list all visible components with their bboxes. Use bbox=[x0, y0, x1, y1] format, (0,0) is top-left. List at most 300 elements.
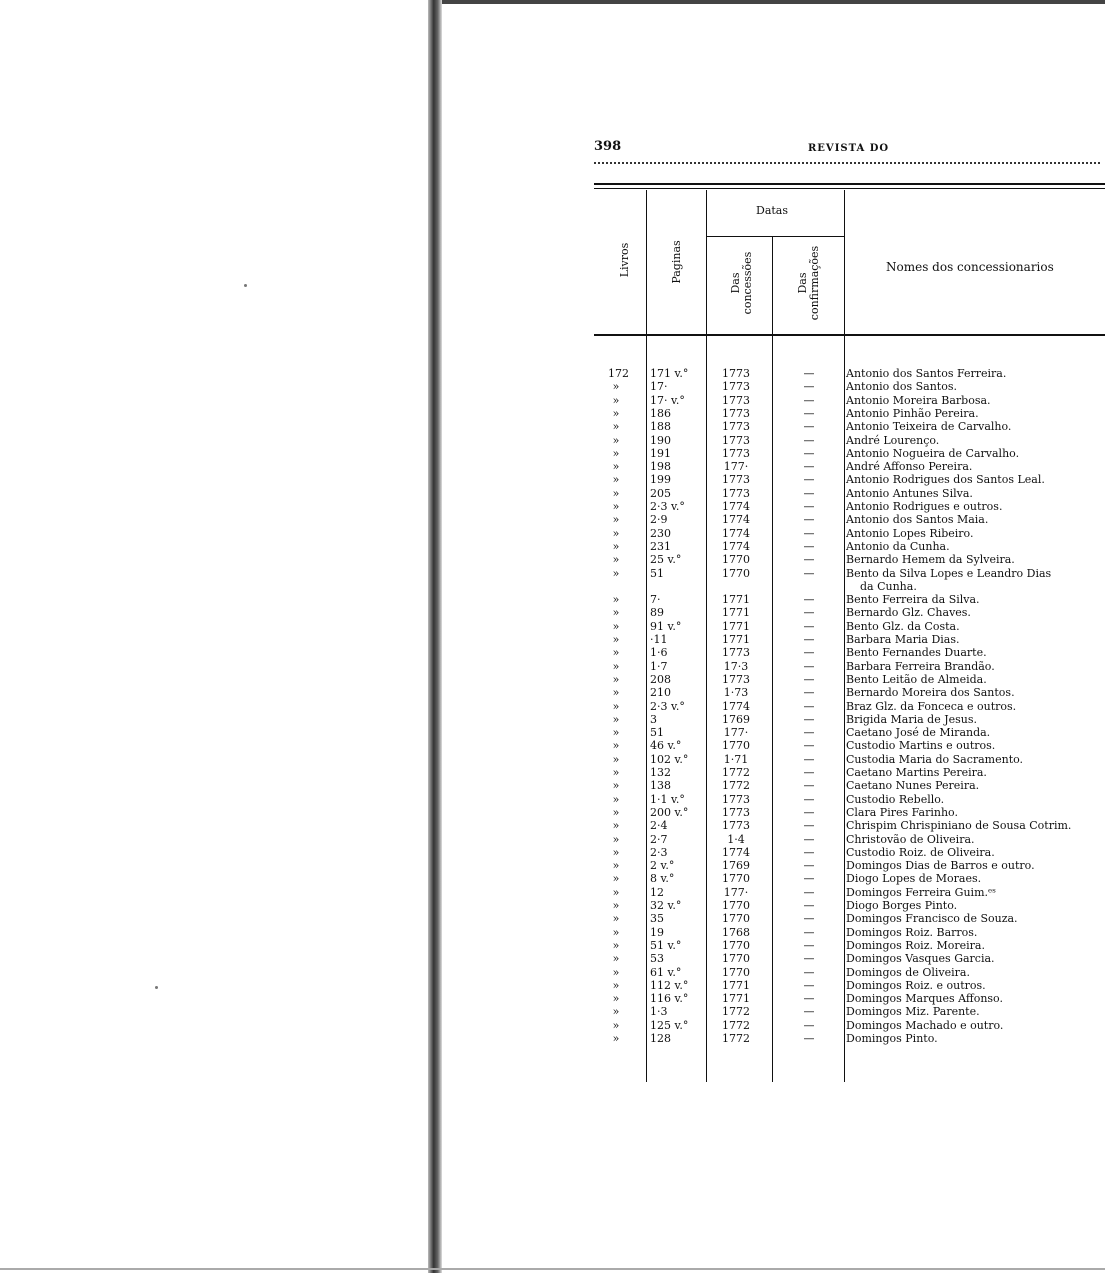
cell-livro: » bbox=[612, 646, 620, 660]
cell-nome: Domingos Roiz. Moreira. bbox=[846, 938, 985, 952]
cell-nome: Antonio da Cunha. bbox=[846, 539, 950, 553]
cell-pagina: 1·6 bbox=[650, 646, 668, 660]
cell-livro: » bbox=[612, 686, 620, 700]
cell-confirmacao: — bbox=[803, 859, 815, 873]
cell-concessao: 1770 bbox=[722, 553, 750, 567]
cell-concessao: 1770 bbox=[722, 952, 750, 966]
cell-livro: » bbox=[612, 805, 620, 819]
page-number: 398 bbox=[594, 139, 622, 154]
cell-concessao: 1773 bbox=[722, 433, 750, 447]
cell-livro: » bbox=[612, 619, 620, 633]
cell-nome: Antonio dos Santos Maia. bbox=[846, 513, 989, 527]
cell-nome: André Affonso Pereira. bbox=[846, 460, 973, 474]
cell-concessao: 1773 bbox=[722, 406, 750, 420]
table-row bbox=[594, 912, 1105, 925]
table-row bbox=[594, 819, 1105, 832]
cell-confirmacao: — bbox=[803, 367, 815, 380]
table-row bbox=[594, 420, 1105, 433]
cell-concessao: 1769 bbox=[722, 712, 750, 726]
cell-confirmacao: — bbox=[803, 659, 815, 673]
cell-confirmacao: — bbox=[803, 845, 815, 859]
cell-livro: » bbox=[612, 912, 620, 926]
cell-concessao: 1768 bbox=[722, 925, 750, 939]
cell-livro: » bbox=[612, 819, 620, 833]
cell-concessao: 1770 bbox=[722, 899, 750, 912]
cell-confirmacao: — bbox=[803, 486, 815, 500]
cell-pagina: 125 v.° bbox=[650, 1018, 689, 1032]
cell-concessao: 1772 bbox=[722, 766, 750, 779]
cell-pagina: 25 v.° bbox=[650, 553, 682, 567]
cell-concessao: 1773 bbox=[722, 393, 750, 407]
header-bottom-rule bbox=[594, 334, 1105, 336]
cell-concessao: 1770 bbox=[722, 739, 750, 753]
cell-confirmacao: — bbox=[803, 539, 815, 553]
cell-confirmacao: — bbox=[803, 553, 815, 567]
cell-confirmacao: — bbox=[803, 938, 815, 952]
cell-livro: » bbox=[612, 473, 620, 487]
cell-concessao: 1773 bbox=[722, 486, 750, 500]
cell-livro: » bbox=[612, 539, 620, 553]
cell-livro: » bbox=[612, 792, 620, 806]
cell-confirmacao: — bbox=[803, 912, 815, 926]
cell-nome: Custodia Maria do Sacramento. bbox=[846, 752, 1024, 766]
top-edge-line bbox=[442, 0, 1105, 4]
table-top-rule bbox=[594, 183, 1105, 185]
cell-pagina: 200 v.° bbox=[650, 805, 689, 819]
cell-concessao: 1774 bbox=[722, 526, 750, 540]
cell-concessao: 177· bbox=[723, 726, 749, 740]
cell-confirmacao: — bbox=[803, 832, 815, 846]
cell-concessao: 1773 bbox=[722, 420, 750, 434]
table-row bbox=[594, 793, 1105, 806]
cell-confirmacao: — bbox=[803, 566, 815, 580]
cell-concessao: 1772 bbox=[722, 1005, 750, 1019]
cell-pagina: 1·7 bbox=[650, 659, 668, 673]
cell-confirmacao: — bbox=[803, 646, 815, 660]
cell-confirmacao: — bbox=[803, 766, 815, 779]
cell-livro: » bbox=[612, 925, 620, 939]
cell-confirmacao: — bbox=[803, 1005, 815, 1019]
cell-concessao: 1772 bbox=[722, 1018, 750, 1032]
table-row bbox=[594, 739, 1105, 752]
cell-pagina: 2·9 bbox=[650, 513, 668, 527]
cell-pagina: 2·4 bbox=[650, 819, 668, 833]
cell-pagina: 210 bbox=[650, 686, 671, 700]
table-row bbox=[594, 380, 1105, 393]
cell-concessao: 1772 bbox=[722, 779, 750, 793]
table-row bbox=[594, 806, 1105, 819]
cell-livro: » bbox=[612, 513, 620, 527]
cell-concessao: 1770 bbox=[722, 566, 750, 580]
table-row bbox=[594, 633, 1105, 646]
cell-pagina: 32 v.° bbox=[650, 899, 682, 912]
cell-confirmacao: — bbox=[803, 925, 815, 939]
cell-nome: Chrispim Chrispiniano de Sousa Cotrim. bbox=[846, 819, 1072, 833]
cell-pagina: 191 bbox=[650, 446, 671, 460]
cell-livro: 172 bbox=[608, 367, 629, 380]
cell-confirmacao: — bbox=[803, 792, 815, 806]
cell-concessao: 1770 bbox=[722, 938, 750, 952]
table-row bbox=[594, 673, 1105, 686]
cell-nome: Bento Ferreira da Silva. bbox=[846, 593, 980, 607]
cell-pagina: 198 bbox=[650, 460, 671, 474]
table-row bbox=[594, 540, 1105, 553]
table-row bbox=[594, 1032, 1105, 1045]
scan-speck bbox=[244, 284, 247, 287]
cell-pagina: 89 bbox=[650, 606, 664, 620]
cell-concessao: 1771 bbox=[722, 992, 750, 1006]
cell-confirmacao: — bbox=[803, 952, 815, 966]
cell-livro: » bbox=[612, 938, 620, 952]
cell-confirmacao: — bbox=[803, 380, 815, 394]
cell-concessao: 1774 bbox=[722, 513, 750, 527]
table-row bbox=[594, 966, 1105, 979]
cell-nome: Domingos Ferreira Guim.ᵉˢ bbox=[846, 885, 996, 899]
cell-concessao: 1773 bbox=[722, 805, 750, 819]
cell-concessao: 1771 bbox=[722, 606, 750, 620]
table-row bbox=[594, 766, 1105, 779]
cell-confirmacao: — bbox=[803, 619, 815, 633]
cell-pagina: 230 bbox=[650, 526, 671, 540]
cell-confirmacao: — bbox=[803, 965, 815, 979]
cell-concessao: 1773 bbox=[722, 792, 750, 806]
cell-confirmacao: — bbox=[803, 805, 815, 819]
cell-confirmacao: — bbox=[803, 992, 815, 1006]
header-das-confirmacoes: Das confirmações bbox=[796, 245, 821, 321]
cell-livro: » bbox=[612, 699, 620, 713]
cell-pagina: 2·3 bbox=[650, 845, 668, 859]
cell-confirmacao: — bbox=[803, 699, 815, 713]
cell-nome: Antonio Moreira Barbosa. bbox=[846, 393, 991, 407]
cell-concessao: 1·71 bbox=[723, 752, 749, 766]
cell-confirmacao: — bbox=[803, 513, 815, 527]
cell-nome: Domingos Machado e outro. bbox=[846, 1018, 1004, 1032]
table-row bbox=[594, 660, 1105, 673]
cell-concessao: 1773 bbox=[722, 367, 750, 380]
table-row bbox=[594, 939, 1105, 952]
cell-pagina: 17· v.° bbox=[650, 393, 685, 407]
table-row bbox=[594, 447, 1105, 460]
cell-concessao: 177· bbox=[723, 460, 749, 474]
cell-confirmacao: — bbox=[803, 899, 815, 912]
cell-livro: » bbox=[612, 672, 620, 686]
cell-nome: Bernardo Glz. Chaves. bbox=[846, 606, 971, 620]
cell-nome: Bento da Silva Lopes e Leandro Dias bbox=[846, 566, 1052, 580]
cell-pagina: 199 bbox=[650, 473, 671, 487]
table-row bbox=[594, 859, 1105, 872]
cell-concessao: 1774 bbox=[722, 845, 750, 859]
table-row bbox=[594, 646, 1105, 659]
table-row bbox=[594, 460, 1105, 473]
cell-nome: Antonio Rodrigues e outros. bbox=[846, 500, 1003, 513]
cell-nome: Bento Glz. da Costa. bbox=[846, 619, 960, 633]
header-das-concessoes: Das concessões bbox=[729, 251, 754, 315]
cell-livro: » bbox=[612, 446, 620, 460]
cell-pagina: 91 v.° bbox=[650, 619, 682, 633]
cell-livro: » bbox=[612, 978, 620, 992]
table-row bbox=[594, 886, 1105, 899]
cell-pagina: 112 v.° bbox=[650, 978, 689, 992]
header-nomes: Nomes dos concessionarios bbox=[886, 260, 1054, 274]
cell-confirmacao: — bbox=[803, 446, 815, 460]
cell-nome: Bento Fernandes Duarte. bbox=[846, 646, 987, 660]
cell-pagina: 2 v.° bbox=[650, 859, 675, 873]
table-row bbox=[594, 473, 1105, 486]
table-row bbox=[594, 686, 1105, 699]
cell-confirmacao: — bbox=[803, 473, 815, 487]
cell-confirmacao: — bbox=[803, 526, 815, 540]
cell-nome: Braz Glz. da Fonceca e outros. bbox=[846, 699, 1017, 713]
binding-gutter bbox=[428, 0, 442, 1273]
cell-pagina: 51 v.° bbox=[650, 938, 682, 952]
cell-confirmacao: — bbox=[803, 1032, 815, 1045]
cell-pagina: ·11 bbox=[650, 633, 668, 646]
cell-nome: André Lourenço. bbox=[846, 433, 940, 447]
cell-concessao: 1·4 bbox=[727, 832, 745, 846]
cell-pagina: 35 bbox=[650, 912, 664, 926]
cell-confirmacao: — bbox=[803, 819, 815, 833]
cell-livro: » bbox=[612, 406, 620, 420]
table-row bbox=[594, 753, 1105, 766]
cell-livro: » bbox=[612, 380, 620, 394]
cell-pagina: 171 v.° bbox=[650, 367, 689, 380]
cell-nome: Brigida Maria de Jesus. bbox=[846, 712, 978, 726]
cell-pagina: 3 bbox=[650, 712, 657, 726]
table-row bbox=[594, 726, 1105, 739]
cell-confirmacao: — bbox=[803, 779, 815, 793]
cell-nome: Antonio Pinhão Pereira. bbox=[846, 406, 979, 420]
table-row bbox=[594, 1019, 1105, 1032]
table-row bbox=[594, 952, 1105, 965]
cell-livro: » bbox=[612, 433, 620, 447]
cell-livro: » bbox=[612, 779, 620, 793]
cell-livro: » bbox=[612, 566, 620, 580]
cell-nome: Bernardo Moreira dos Santos. bbox=[846, 686, 1015, 700]
cell-pagina: 1·1 v.° bbox=[650, 792, 685, 806]
datas-underline bbox=[706, 236, 844, 237]
table-row bbox=[594, 553, 1105, 566]
table-row bbox=[594, 527, 1105, 540]
cell-pagina: 19 bbox=[650, 925, 664, 939]
cell-pagina: 190 bbox=[650, 433, 671, 447]
cell-pagina: 208 bbox=[650, 672, 671, 686]
cell-livro: » bbox=[612, 845, 620, 859]
cell-nome-continuation: da Cunha. bbox=[860, 579, 917, 593]
cell-pagina: 2·3 v.° bbox=[650, 699, 685, 713]
cell-livro: » bbox=[612, 1032, 620, 1045]
cell-concessao: 1770 bbox=[722, 912, 750, 926]
cell-pagina: 17· bbox=[650, 380, 668, 394]
cell-livro: » bbox=[612, 1005, 620, 1019]
cell-livro: » bbox=[612, 752, 620, 766]
bottom-edge-line bbox=[0, 1268, 1105, 1270]
table-row bbox=[594, 779, 1105, 792]
cell-concessao: 1774 bbox=[722, 699, 750, 713]
cell-livro: » bbox=[612, 633, 620, 646]
cell-pagina: 2·7 bbox=[650, 832, 668, 846]
cell-confirmacao: — bbox=[803, 739, 815, 753]
cell-nome: Domingos Marques Affonso. bbox=[846, 992, 1003, 1006]
table-row bbox=[594, 394, 1105, 407]
cell-confirmacao: — bbox=[803, 885, 815, 899]
cell-pagina: 205 bbox=[650, 486, 671, 500]
cell-livro: » bbox=[612, 952, 620, 966]
cell-concessao: 17·3 bbox=[723, 659, 749, 673]
table-row bbox=[594, 500, 1105, 513]
cell-nome: Antonio Rodrigues dos Santos Leal. bbox=[846, 473, 1045, 487]
scan-speck bbox=[155, 986, 158, 989]
table-top-rule-2 bbox=[594, 188, 1105, 189]
cell-nome: Domingos Roiz. e outros. bbox=[846, 978, 986, 992]
cell-nome: Christovão de Oliveira. bbox=[846, 832, 975, 846]
cell-concessao: 1771 bbox=[722, 619, 750, 633]
table-row bbox=[594, 992, 1105, 1005]
cell-livro: » bbox=[612, 965, 620, 979]
cell-concessao: 1774 bbox=[722, 500, 750, 513]
cell-concessao: 1773 bbox=[722, 473, 750, 487]
cell-pagina: 8 v.° bbox=[650, 872, 675, 886]
cell-nome: Bernardo Hemem da Sylveira. bbox=[846, 553, 1015, 567]
cell-livro: » bbox=[612, 526, 620, 540]
cell-confirmacao: — bbox=[803, 686, 815, 700]
cell-nome: Caetano Martins Pereira. bbox=[846, 766, 987, 779]
cell-confirmacao: — bbox=[803, 752, 815, 766]
cell-confirmacao: — bbox=[803, 672, 815, 686]
cell-nome: Custodio Rebello. bbox=[846, 792, 945, 806]
running-head: REVISTA DO bbox=[808, 143, 890, 154]
header-livros: Livros bbox=[618, 242, 631, 278]
cell-confirmacao: — bbox=[803, 1018, 815, 1032]
cell-livro: » bbox=[612, 500, 620, 513]
cell-livro: » bbox=[612, 726, 620, 740]
cell-confirmacao: — bbox=[803, 978, 815, 992]
cell-confirmacao: — bbox=[803, 460, 815, 474]
cell-pagina: 186 bbox=[650, 406, 671, 420]
cell-pagina: 51 bbox=[650, 566, 664, 580]
cell-livro: » bbox=[612, 593, 620, 607]
cell-concessao: 1774 bbox=[722, 539, 750, 553]
table-row bbox=[594, 713, 1105, 726]
cell-nome: Clara Pires Farinho. bbox=[846, 805, 958, 819]
cell-livro: » bbox=[612, 885, 620, 899]
cell-nome: Domingos de Oliveira. bbox=[846, 965, 970, 979]
table-row bbox=[594, 872, 1105, 885]
table-row bbox=[594, 407, 1105, 420]
header-datas: Datas bbox=[756, 204, 789, 217]
table-row bbox=[594, 567, 1105, 580]
cell-nome: Domingos Roiz. Barros. bbox=[846, 925, 978, 939]
cell-pagina: 53 bbox=[650, 952, 664, 966]
cell-concessao: 1771 bbox=[722, 593, 750, 607]
cell-pagina: 7· bbox=[650, 593, 661, 607]
cell-nome: Caetano José de Miranda. bbox=[846, 726, 991, 740]
cell-concessao: 1773 bbox=[722, 672, 750, 686]
cell-concessao: 1770 bbox=[722, 872, 750, 886]
cell-pagina: 46 v.° bbox=[650, 739, 682, 753]
cell-nome: Custodio Roiz. de Oliveira. bbox=[846, 845, 995, 859]
table-row bbox=[594, 700, 1105, 713]
cell-pagina: 128 bbox=[650, 1032, 671, 1045]
cell-livro: » bbox=[612, 832, 620, 846]
cell-livro: » bbox=[612, 553, 620, 567]
cell-livro: » bbox=[612, 659, 620, 673]
cell-pagina: 231 bbox=[650, 539, 671, 553]
cell-pagina: 116 v.° bbox=[650, 992, 689, 1006]
cell-concessao: 1771 bbox=[722, 633, 750, 646]
cell-pagina: 132 bbox=[650, 766, 671, 779]
cell-livro: » bbox=[612, 460, 620, 474]
cell-livro: » bbox=[612, 859, 620, 873]
cell-livro: » bbox=[612, 766, 620, 779]
cell-nome: Domingos Francisco de Souza. bbox=[846, 912, 1018, 926]
cell-concessao: 177· bbox=[723, 885, 749, 899]
cell-pagina: 61 v.° bbox=[650, 965, 682, 979]
cell-concessao: 1773 bbox=[722, 819, 750, 833]
cell-confirmacao: — bbox=[803, 593, 815, 607]
cell-nome: Antonio Nogueira de Carvalho. bbox=[846, 446, 1020, 460]
table-row bbox=[594, 367, 1105, 380]
cell-nome: Custodio Martins e outros. bbox=[846, 739, 996, 753]
cell-concessao: 1769 bbox=[722, 859, 750, 873]
cell-confirmacao: — bbox=[803, 393, 815, 407]
table-row bbox=[594, 926, 1105, 939]
cell-pagina: 51 bbox=[650, 726, 664, 740]
cell-concessao: 1771 bbox=[722, 978, 750, 992]
cell-confirmacao: — bbox=[803, 872, 815, 886]
cell-pagina: 12 bbox=[650, 885, 664, 899]
table-row bbox=[594, 434, 1105, 447]
table-row bbox=[594, 833, 1105, 846]
cell-concessao: 1773 bbox=[722, 380, 750, 394]
cell-pagina: 188 bbox=[650, 420, 671, 434]
cell-concessao: 1773 bbox=[722, 446, 750, 460]
table-row bbox=[594, 513, 1105, 526]
cell-livro: » bbox=[612, 420, 620, 434]
table-row bbox=[594, 1005, 1105, 1018]
cell-livro: » bbox=[612, 1018, 620, 1032]
cell-pagina: 1·3 bbox=[650, 1005, 668, 1019]
cell-nome: Antonio dos Santos. bbox=[846, 380, 957, 394]
cell-livro: » bbox=[612, 606, 620, 620]
cell-nome: Barbara Maria Dias. bbox=[846, 633, 960, 646]
header-rule bbox=[594, 158, 1100, 164]
cell-confirmacao: — bbox=[803, 726, 815, 740]
cell-nome: Domingos Vasques Garcia. bbox=[846, 952, 995, 966]
cell-confirmacao: — bbox=[803, 420, 815, 434]
cell-concessao: 1770 bbox=[722, 965, 750, 979]
table-row bbox=[594, 846, 1105, 859]
cell-livro: » bbox=[612, 712, 620, 726]
cell-livro: » bbox=[612, 992, 620, 1006]
cell-nome: Antonio dos Santos Ferreira. bbox=[846, 367, 1007, 380]
cell-livro: » bbox=[612, 872, 620, 886]
cell-pagina: 138 bbox=[650, 779, 671, 793]
cell-concessao: 1·73 bbox=[723, 686, 749, 700]
cell-confirmacao: — bbox=[803, 406, 815, 420]
cell-nome: Diogo Lopes de Moraes. bbox=[846, 872, 982, 886]
table-row bbox=[594, 979, 1105, 992]
cell-pagina: 102 v.° bbox=[650, 752, 689, 766]
cell-confirmacao: — bbox=[803, 433, 815, 447]
cell-confirmacao: — bbox=[803, 500, 815, 513]
cell-concessao: 1772 bbox=[722, 1032, 750, 1045]
cell-nome: Domingos Pinto. bbox=[846, 1032, 938, 1045]
cell-nome: Antonio Antunes Silva. bbox=[846, 486, 973, 500]
table-row bbox=[594, 593, 1105, 606]
cell-nome: Bento Leitão de Almeida. bbox=[846, 672, 987, 686]
table-row bbox=[594, 899, 1105, 912]
table-row bbox=[594, 606, 1105, 619]
